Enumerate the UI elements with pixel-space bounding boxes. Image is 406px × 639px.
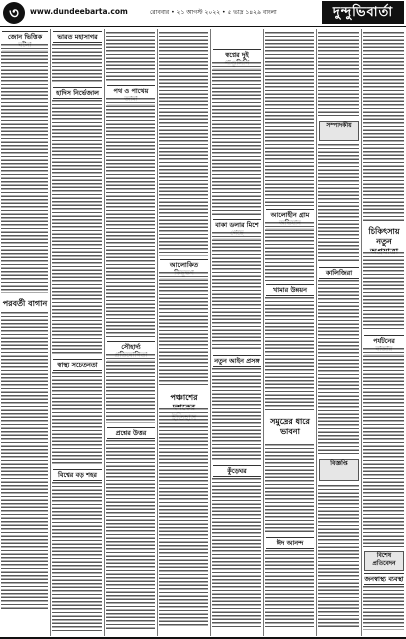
article-text xyxy=(318,143,359,263)
headline: স্বাস্থ্য সচেতনতা xyxy=(53,359,102,371)
headline: পথ ও পাথেয় xyxy=(107,85,155,105)
column-3 xyxy=(105,29,158,636)
headline: আলোকিত xyxy=(160,259,208,279)
article-text xyxy=(265,31,314,206)
page-header xyxy=(0,0,406,27)
headline: হাদিস নির্ভেজাল xyxy=(53,87,102,99)
headline: ভারত মহাসাগর xyxy=(53,31,102,43)
headline: জনস্বাস্থ্য ব্যবস্থা xyxy=(364,575,404,583)
article-text xyxy=(212,61,261,216)
headline: বাকা ডলার মিশে xyxy=(213,219,261,239)
article-text xyxy=(52,371,102,466)
article-text xyxy=(52,99,102,354)
article-text xyxy=(159,407,208,627)
article-text xyxy=(1,311,48,611)
headline: চিকিৎসায় নতুন xyxy=(364,225,404,257)
headline: খামার উন্নয়ন xyxy=(266,284,314,296)
article-text xyxy=(212,367,261,462)
article-text xyxy=(363,347,404,547)
article-text xyxy=(52,43,102,83)
website-url[interactable]: www.dundeebarta.com xyxy=(30,7,128,16)
column-6 xyxy=(264,29,317,636)
column-7 xyxy=(317,29,362,636)
column-5 xyxy=(211,29,264,636)
article-text xyxy=(265,296,314,411)
dateline: রোববার • ২১ আগস্ট ২০২২ • ৫ ভাদ্র ১৪২৯ বাংলা xyxy=(150,9,277,16)
headline: কালিজিরা xyxy=(319,267,359,279)
article-text xyxy=(106,31,155,81)
page-number: ৩ xyxy=(3,2,25,24)
headline: পরবর্তী বাগান xyxy=(2,298,48,308)
column-8 xyxy=(362,29,406,636)
article-text xyxy=(265,443,314,533)
headline: নতুন আইন প্রসঙ্গ xyxy=(214,357,260,365)
newspaper-logo: দুন্দুভিবার্তা xyxy=(322,1,404,24)
article-text xyxy=(106,97,155,337)
headline: বিশ্বের বড় শহর xyxy=(53,469,102,481)
article-text xyxy=(363,251,404,331)
article-text xyxy=(106,439,155,629)
headline: ঈদ আনন্দ xyxy=(266,537,314,549)
article-text xyxy=(318,279,359,454)
info-box: বিজ্ঞপ্তি xyxy=(319,459,359,481)
article-text xyxy=(265,221,314,281)
article-text xyxy=(318,31,359,116)
info-box: বিশেষ প্রতিবেদন xyxy=(364,551,404,571)
article-text xyxy=(265,549,314,629)
column-4 xyxy=(158,29,211,636)
column-1 xyxy=(0,29,51,636)
article-text xyxy=(363,31,404,221)
headline: কুঁড়েঘর xyxy=(213,465,261,477)
article-text xyxy=(52,481,102,631)
headline: স্বপ্নের দুই xyxy=(213,49,261,69)
info-box: সম্পাদকীয় xyxy=(319,121,359,141)
article-text xyxy=(1,43,48,293)
article-text xyxy=(363,585,404,630)
headline: প্রশ্নের উত্তর xyxy=(107,427,155,439)
headline: পর্যটনের xyxy=(364,335,404,355)
headline: আলোহীন গ্রাম xyxy=(266,209,314,229)
article-text xyxy=(212,477,261,627)
article-text xyxy=(318,484,359,629)
headline: পঞ্চাশের xyxy=(160,391,208,423)
column-2 xyxy=(51,29,105,636)
article-text xyxy=(106,353,155,423)
headline: সৌহার্দ্য xyxy=(107,341,155,361)
article-text xyxy=(159,31,208,256)
article-text xyxy=(212,231,261,351)
article-text xyxy=(159,271,208,386)
headline: জোন ভিত্তিক xyxy=(2,31,48,51)
headline: সমুদ্রের ধারে ভাবনা xyxy=(266,415,314,437)
